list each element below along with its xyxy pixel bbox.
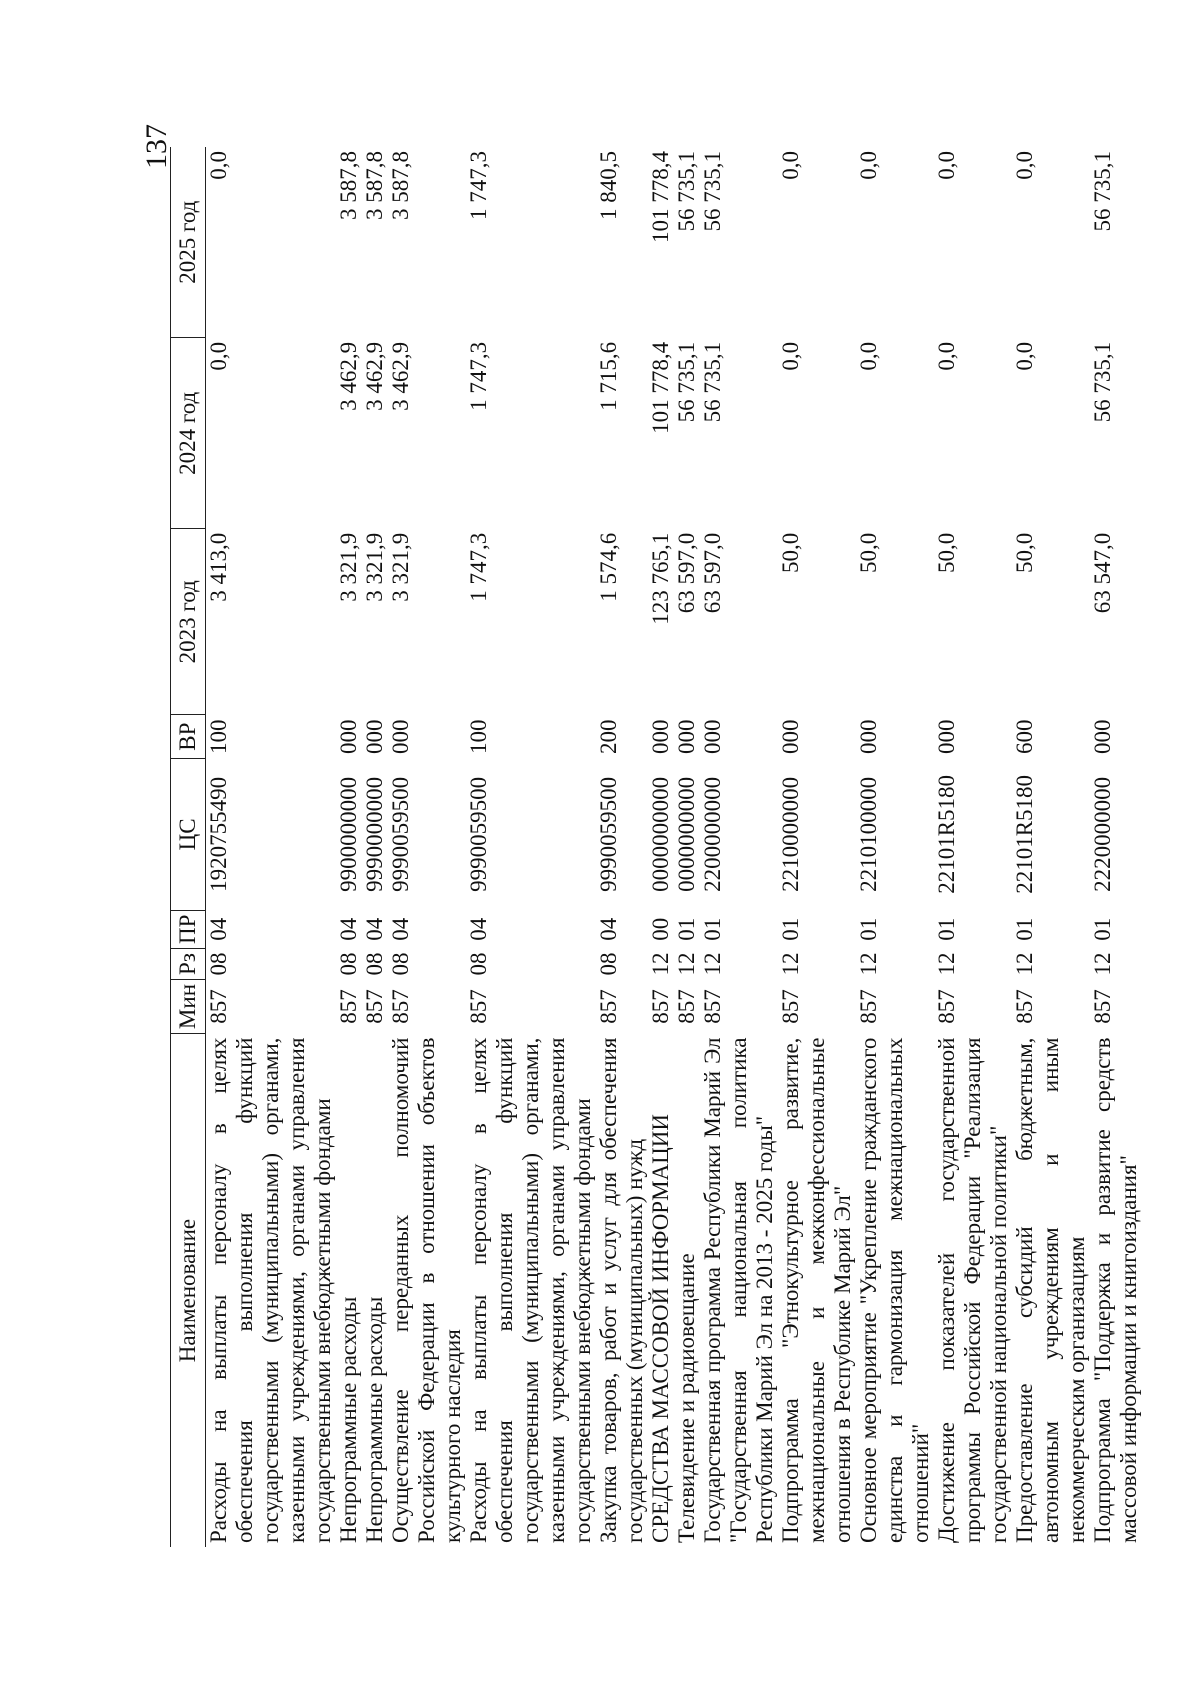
row-min: 857 <box>1012 989 1037 1024</box>
row-name: Телевидение и радиовещание <box>674 1253 699 1543</box>
row-cs: 9990059500 <box>596 776 621 892</box>
row-pr: 04 <box>362 917 387 941</box>
row-vr: 100 <box>206 719 231 754</box>
row-vr: 600 <box>1012 719 1037 754</box>
table-row <box>388 147 466 1547</box>
row-2024: 0,0 <box>778 341 803 371</box>
row-rz: 12 <box>934 952 959 976</box>
row-name: Закупка товаров, работ и услуг для обеспечения государственных (муниципальных) нужд <box>596 1037 647 1543</box>
row-min: 857 <box>934 989 959 1024</box>
row-cs: 9990059500 <box>466 776 491 892</box>
row-rz: 12 <box>648 952 673 976</box>
row-2025: 56 735,1 <box>700 151 725 232</box>
row-vr: 000 <box>388 719 413 754</box>
row-rz: 12 <box>1090 952 1115 976</box>
row-2024: 56 735,1 <box>674 341 699 423</box>
row-name: СРЕДСТВА МАССОВОЙ ИНФОРМАЦИИ <box>648 1114 673 1543</box>
row-2024: 1 715,6 <box>596 341 621 411</box>
row-cs: 9990000000 <box>362 776 387 892</box>
row-name: Непрограммные расходы <box>362 1296 387 1543</box>
row-cs: 0000000000 <box>674 776 699 892</box>
row-rz: 08 <box>596 952 621 976</box>
row-cs: 2210100000 <box>856 776 881 892</box>
row-2024: 56 735,1 <box>1090 341 1115 423</box>
row-min: 857 <box>778 989 803 1024</box>
row-cs: 9900000000 <box>336 776 361 892</box>
row-vr: 200 <box>596 719 621 754</box>
row-name: Расходы на выплаты персоналу в целях обеспечения выполнения функций государственными (муниципальными) органами, казенными учреждениями, органами управления государственными внебюджетными фондами <box>206 1037 335 1543</box>
table-row <box>596 147 648 1547</box>
row-2023: 3 321,9 <box>336 532 361 602</box>
row-2025: 1 840,5 <box>596 151 621 220</box>
row-2023: 50,0 <box>778 532 803 573</box>
row-2025: 0,0 <box>206 151 231 180</box>
row-min: 857 <box>362 989 387 1024</box>
row-2024: 1 747,3 <box>466 341 491 411</box>
row-vr: 000 <box>856 719 881 754</box>
row-rz: 12 <box>856 952 881 976</box>
row-rz: 08 <box>336 952 361 976</box>
row-pr: 04 <box>206 917 231 941</box>
row-name: Основное мероприятие "Укрепление гражданского единства и гармонизация межнациональных отношений" <box>856 1037 933 1543</box>
row-pr: 04 <box>336 917 361 941</box>
row-2024: 0,0 <box>1012 341 1037 371</box>
row-pr: 04 <box>388 917 413 941</box>
header-2023: 2023 год <box>171 529 206 715</box>
row-2023: 63 597,0 <box>700 532 725 614</box>
row-2024: 3 462,9 <box>362 341 387 411</box>
row-cs: 0000000000 <box>648 776 673 892</box>
header-cs: ЦС <box>171 759 206 910</box>
budget-table <box>170 147 1142 1547</box>
row-vr: 100 <box>466 719 491 754</box>
row-pr: 01 <box>1012 917 1037 941</box>
row-vr: 000 <box>648 719 673 754</box>
row-2023: 63 597,0 <box>674 532 699 614</box>
row-pr: 04 <box>466 917 491 941</box>
row-2024: 101 778,4 <box>648 341 673 434</box>
row-min: 857 <box>856 989 881 1024</box>
header-vr: ВР <box>171 715 206 759</box>
header-pr: ПР <box>171 910 206 948</box>
row-rz: 12 <box>1012 952 1037 976</box>
row-rz: 08 <box>466 952 491 976</box>
row-pr: 01 <box>856 917 881 941</box>
row-name: Государственная программа Республики Марий Эл "Государственная национальная политика Республики Марий Эл на 2013 - 2025 годы" <box>700 1037 777 1543</box>
row-min: 857 <box>466 989 491 1024</box>
row-cs: 2220000000 <box>1090 776 1115 892</box>
row-2024: 0,0 <box>934 341 959 371</box>
table-row <box>778 147 856 1547</box>
header-2024: 2024 год <box>171 338 206 529</box>
row-2025: 56 735,1 <box>1090 151 1115 232</box>
row-cs: 1920755490 <box>206 776 231 892</box>
row-pr: 04 <box>596 917 621 941</box>
row-2023: 3 321,9 <box>388 532 413 602</box>
table-row <box>648 147 674 1547</box>
row-2025: 0,0 <box>934 151 959 180</box>
row-cs: 9990059500 <box>388 776 413 892</box>
header-min: Мин <box>171 979 206 1033</box>
row-pr: 00 <box>648 917 673 941</box>
header-2025: 2025 год <box>171 147 206 338</box>
row-name: Расходы на выплаты персоналу в целях обеспечения выполнения функций государственными (муниципальными) органами, казенными учреждениями, органами управления государственными внебюджетными фондами <box>466 1037 595 1543</box>
table-row <box>856 147 934 1547</box>
row-min: 857 <box>674 989 699 1024</box>
row-2025: 56 735,1 <box>674 151 699 232</box>
row-pr: 01 <box>934 917 959 941</box>
row-name: Подпрограмма "Поддержка и развитие средств массовой информации и книгоиздания" <box>1090 1037 1141 1543</box>
row-name: Достижение показателей государственной программы Российской Федерации "Реализация государственной национальной политики" <box>934 1037 1011 1543</box>
row-2024: 3 462,9 <box>388 341 413 411</box>
table-row <box>934 147 1012 1547</box>
row-cs: 2210000000 <box>778 776 803 892</box>
row-2024: 0,0 <box>206 341 231 371</box>
row-2023: 1 747,3 <box>466 532 491 602</box>
row-2023: 3 321,9 <box>362 532 387 602</box>
row-name: Непрограммные расходы <box>336 1296 361 1543</box>
table-row <box>362 147 388 1547</box>
row-2023: 1 574,6 <box>596 532 621 602</box>
row-pr: 01 <box>674 917 699 941</box>
row-rz: 12 <box>674 952 699 976</box>
row-min: 857 <box>206 989 231 1024</box>
row-2025: 3 587,8 <box>362 151 387 220</box>
row-cs: 22101R5180 <box>934 774 959 894</box>
row-vr: 000 <box>362 719 387 754</box>
row-name: Подпрограмма "Этнокультурное развитие, межнациональные и межконфессиональные отношения в Республике Марий Эл" <box>778 1037 855 1543</box>
row-2023: 63 547,0 <box>1090 532 1115 614</box>
page-number: 137 <box>140 124 173 169</box>
row-2023: 50,0 <box>1012 532 1037 573</box>
row-min: 857 <box>1090 989 1115 1024</box>
row-pr: 01 <box>1090 917 1115 941</box>
row-rz: 08 <box>362 952 387 976</box>
row-2025: 1 747,3 <box>466 151 491 220</box>
row-min: 857 <box>388 989 413 1024</box>
header-row <box>171 147 206 1547</box>
row-rz: 12 <box>700 952 725 976</box>
row-2025: 0,0 <box>778 151 803 180</box>
table-row <box>1012 147 1090 1547</box>
row-cs: 2200000000 <box>700 776 725 892</box>
row-vr: 000 <box>674 719 699 754</box>
row-vr: 000 <box>700 719 725 754</box>
row-name: Осуществление переданных полномочий Российской Федерации в отношении объектов культурного наследия <box>388 1037 465 1543</box>
table-row <box>674 147 700 1547</box>
row-2025: 3 587,8 <box>388 151 413 220</box>
row-2023: 50,0 <box>856 532 881 573</box>
row-pr: 01 <box>778 917 803 941</box>
row-vr: 000 <box>778 719 803 754</box>
row-2023: 3 413,0 <box>206 532 231 602</box>
table-row <box>700 147 778 1547</box>
row-rz: 12 <box>778 952 803 976</box>
row-2025: 0,0 <box>856 151 881 180</box>
row-cs: 22101R5180 <box>1012 774 1037 894</box>
table-row <box>206 147 337 1547</box>
row-min: 857 <box>700 989 725 1024</box>
row-min: 857 <box>648 989 673 1024</box>
row-rz: 08 <box>206 952 231 976</box>
row-2023: 123 765,1 <box>648 532 673 625</box>
row-name: Предоставление субсидий бюджетным, автономным учреждениям и иным некоммерческим организациям <box>1012 1037 1089 1543</box>
row-vr: 000 <box>934 719 959 754</box>
row-2025: 0,0 <box>1012 151 1037 180</box>
row-pr: 01 <box>700 917 725 941</box>
table-row <box>336 147 362 1547</box>
row-vr: 000 <box>1090 719 1115 754</box>
row-2023: 50,0 <box>934 532 959 573</box>
row-2024: 0,0 <box>856 341 881 371</box>
row-min: 857 <box>336 989 361 1024</box>
row-2024: 56 735,1 <box>700 341 725 423</box>
row-2024: 3 462,9 <box>336 341 361 411</box>
row-vr: 000 <box>336 719 361 754</box>
header-rz: Рз <box>171 948 206 979</box>
row-2025: 101 778,4 <box>648 151 673 243</box>
header-name: Наименование <box>171 1034 206 1547</box>
table-row <box>466 147 596 1547</box>
table-body <box>206 147 1143 1547</box>
row-rz: 08 <box>388 952 413 976</box>
row-2025: 3 587,8 <box>336 151 361 220</box>
row-min: 857 <box>596 989 621 1024</box>
table-row <box>1090 147 1142 1547</box>
